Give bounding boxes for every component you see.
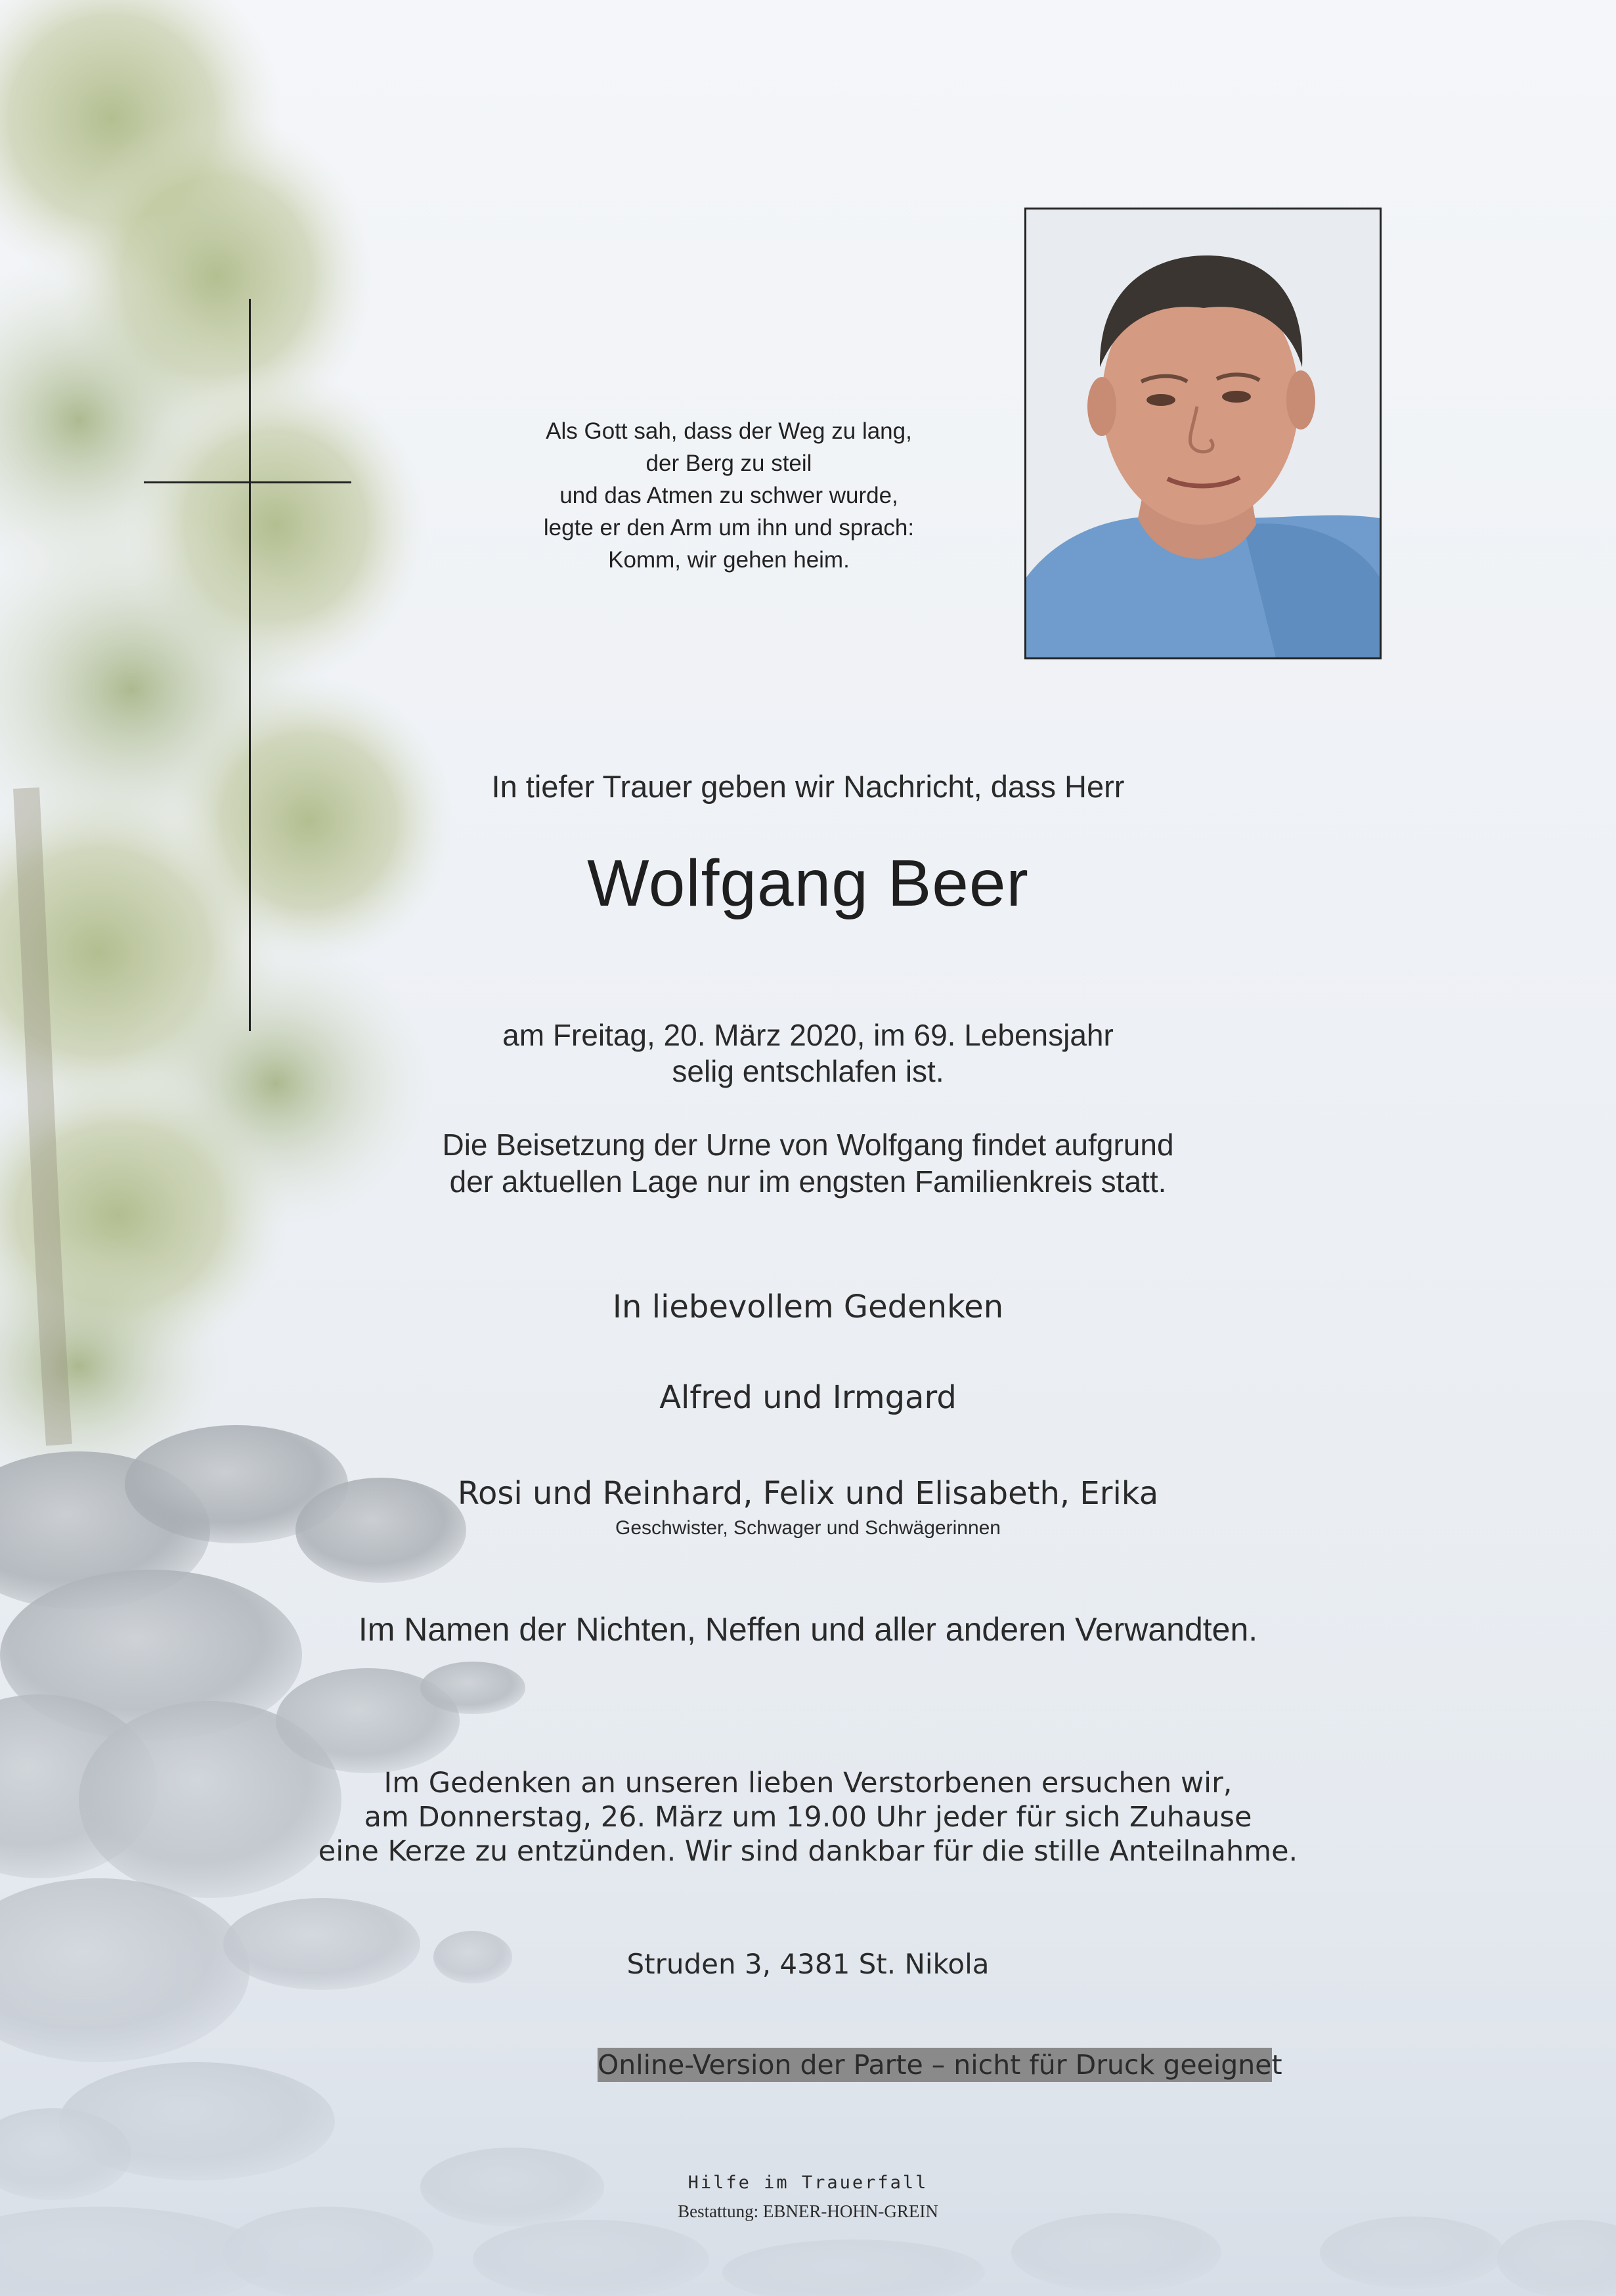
poem-line: der Berg zu steil [645,451,812,476]
mourners-second: Rosi und Reinhard, Felix und Elisabeth, Erika [457,1475,1159,1512]
request-line: Im Gedenken an unseren lieben Verstorbenen ersuchen wir, [383,1767,1233,1799]
request-line: am Donnerstag, 26. März um 19.00 Uhr jeder für sich Zuhause [364,1801,1252,1834]
mourners-relation: Geschwister, Schwager und Schwägerinnen [615,1517,1001,1539]
mourners-first: Alfred und Irmgard [659,1379,957,1416]
poem [486,415,972,576]
burial-line: der aktuellen Lage nur im engsten Familienkreis statt. [449,1164,1167,1199]
date-line: selig entschlafen ist. [672,1054,944,1088]
date-line: am Freitag, 20. März 2020, im 69. Lebensjahr [502,1018,1114,1052]
announcement: In tiefer Trauer geben wir Nachricht, dass Herr [491,769,1125,804]
footer-hilfe: Hilfe im Trauerfall [688,2173,928,2193]
cross-crossbar [144,481,351,483]
online-version-notice: Online-Version der Parte – nicht für Druck geeignet [598,2049,1282,2081]
deceased-name: Wolfgang Beer [587,847,1029,920]
poem-line: Als Gott sah, dass der Weg zu lang, [546,418,912,444]
address: Struden 3, 4381 St. Nikola [626,1948,990,1980]
mourners-others: Im Namen der Nichten, Neffen und aller anderen Verwandten. [358,1611,1258,1648]
footer-bestattung: Bestattung: EBNER-HOHN-GREIN [678,2201,938,2221]
request-line: eine Kerze zu entzünden. Wir sind dankbar für die stille Anteilnahme. [318,1835,1298,1868]
portrait-photo [1024,208,1382,659]
memory-heading: In liebevollem Gedenken [612,1289,1004,1325]
burial-line: Die Beisetzung der Urne von Wolfgang findet aufgrund [442,1128,1174,1162]
poem-line: legte er den Arm um ihn und sprach: [543,515,915,541]
poem-line: Komm, wir gehen heim. [608,547,850,573]
poem-line: und das Atmen zu schwer wurde, [559,483,898,508]
